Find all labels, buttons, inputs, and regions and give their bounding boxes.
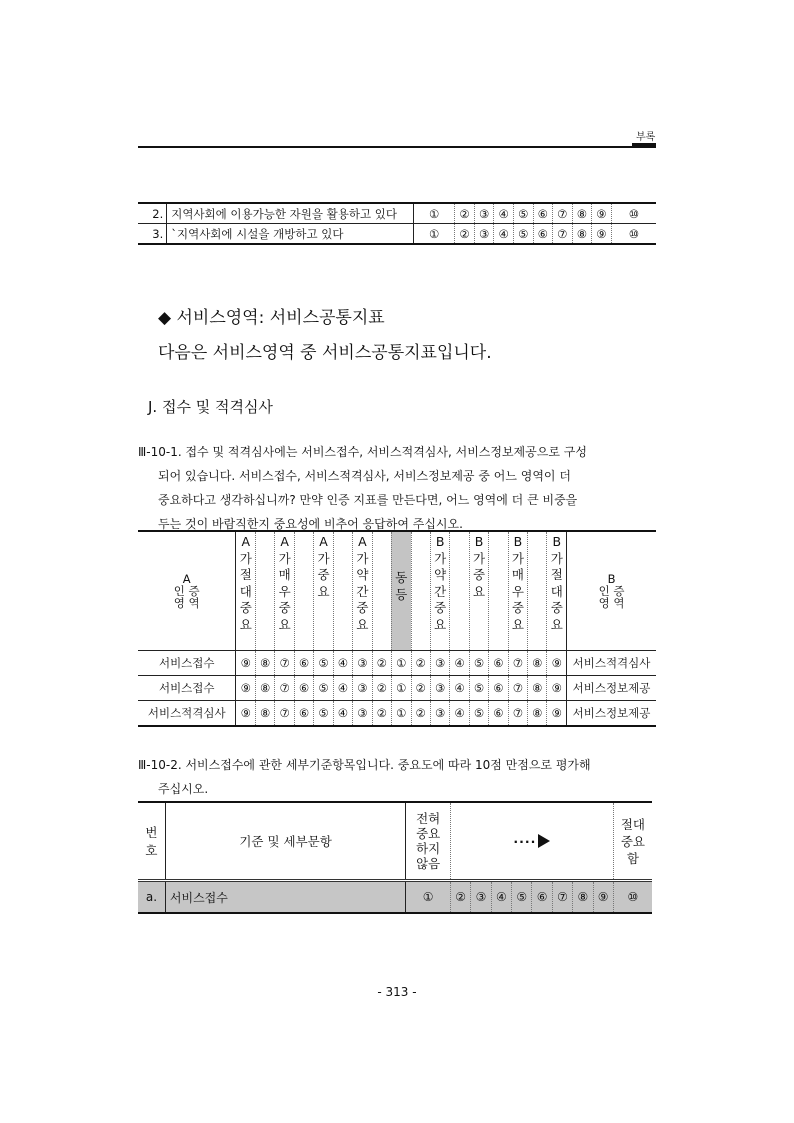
- scale-header-cell: [430, 531, 450, 651]
- scale-option[interactable]: ①: [413, 203, 454, 224]
- scale-option[interactable]: ⑨: [592, 224, 612, 245]
- scale-header-char: 가: [550, 550, 563, 566]
- scale-option[interactable]: ⑥: [294, 651, 313, 676]
- scale-option[interactable]: ⑨: [236, 701, 256, 727]
- scale-header-char: 중: [278, 600, 291, 615]
- scale-option[interactable]: ④: [450, 676, 469, 701]
- low-importance-text: 중요: [416, 826, 441, 841]
- scale-header-char: 우: [511, 583, 524, 599]
- scale-option[interactable]: ⑤: [469, 701, 489, 727]
- scale-option[interactable]: ②: [372, 676, 391, 701]
- scale-option[interactable]: ③: [353, 651, 373, 676]
- area-a-label: 서비스접수: [138, 651, 236, 676]
- area-a-label: 서비스적격심사: [138, 701, 236, 727]
- question-1: [138, 440, 656, 536]
- low-importance-text: 전혀: [416, 811, 441, 826]
- scale-header-char: B: [474, 534, 484, 549]
- scale-header-char: 요: [239, 616, 252, 632]
- scale-header-char: 가: [317, 550, 330, 566]
- scale-option[interactable]: ⑧: [528, 651, 547, 676]
- scale-header-char: 매: [511, 567, 524, 582]
- rating-row: [138, 881, 652, 914]
- scale-header-cell: [450, 531, 469, 651]
- scale-option[interactable]: ⑦: [275, 676, 295, 701]
- scale-header-char: 절: [550, 567, 563, 582]
- scale-header-cell: [314, 531, 334, 651]
- area-a-header-text: 영 역: [173, 596, 200, 610]
- subsection-title: J. 접수 및 적격심사: [148, 398, 273, 416]
- high-importance-header: [613, 802, 652, 881]
- scale-header-cell: [333, 531, 352, 651]
- scale-option[interactable]: ⑩: [628, 206, 639, 221]
- scale-header-char: 가: [434, 550, 447, 566]
- scale-header-char: 가: [278, 550, 291, 566]
- scale-option[interactable]: ③: [430, 701, 450, 727]
- question-1-line: Ⅲ-10-1. 접수 및 적격심사에는 서비스접수, 서비스적격심사, 서비스정보제공으로 구성: [138, 445, 587, 459]
- scale-option[interactable]: ③: [474, 224, 494, 245]
- scale-option[interactable]: ⑤: [314, 701, 334, 727]
- scale-option[interactable]: ②: [411, 676, 430, 701]
- question-2-line: Ⅲ-10-2. 서비스접수에 관한 세부기준항목입니다. 중요도에 따라 10점 만점으로 평가해: [138, 758, 591, 772]
- area-b-label: 서비스적격심사: [567, 651, 656, 676]
- scale-option[interactable]: ②: [372, 651, 391, 676]
- scale-option[interactable]: ③: [353, 701, 373, 727]
- area-b-header-text: 영 역: [598, 596, 625, 610]
- scale-header-char: A: [280, 534, 289, 549]
- scale-option[interactable]: ④: [494, 224, 514, 245]
- scale-option[interactable]: ⑥: [533, 224, 553, 245]
- scale-header-cell: [547, 531, 567, 651]
- pairwise-header-row: [138, 531, 656, 651]
- scale-header-char: 중: [511, 600, 524, 615]
- area-a-header-text: 인 증: [173, 584, 200, 598]
- scale-header-char: 매: [278, 567, 291, 582]
- low-importance-text: 않음: [416, 856, 441, 871]
- scale-option[interactable]: ④: [333, 651, 352, 676]
- scale-header-char: A: [358, 534, 367, 549]
- scale-option[interactable]: ③: [471, 881, 491, 914]
- scale-header-cell: [469, 531, 489, 651]
- scale-option[interactable]: ①: [391, 676, 411, 701]
- scale-header-char: 대: [550, 583, 563, 599]
- scale-option[interactable]: ⑨: [547, 701, 567, 727]
- area-b-header: [567, 531, 656, 651]
- pairwise-row: [138, 676, 656, 701]
- scale-header-cell: [372, 531, 391, 651]
- area-b-label: 서비스정보제공: [567, 676, 656, 701]
- scale-option[interactable]: ②: [455, 224, 475, 245]
- high-importance-text: 함: [626, 850, 639, 866]
- scale-option[interactable]: ⑨: [592, 203, 612, 224]
- scale-header-char: 요: [511, 616, 524, 632]
- question-1-line: 중요하다고 생각하십니까? 만약 인증 지표를 만든다면, 어느 영역에 더 큰 비중을: [158, 493, 578, 507]
- high-importance-text: 중요: [620, 833, 645, 849]
- scale-option[interactable]: ⑦: [508, 676, 528, 701]
- scale-header-char: 가: [239, 550, 252, 566]
- scale-option[interactable]: ⑧: [573, 881, 593, 914]
- scale-header-cell: [275, 531, 295, 651]
- scale-option[interactable]: ⑩: [613, 881, 652, 914]
- scale-option[interactable]: ⑤: [314, 676, 334, 701]
- scale-option[interactable]: ①: [413, 224, 454, 245]
- scale-header-char: 요: [434, 616, 447, 632]
- pairwise-table: [138, 530, 656, 727]
- scale-option[interactable]: ②: [411, 701, 430, 727]
- question-2-line: 주십시오.: [158, 782, 209, 796]
- pairwise-row: [138, 701, 656, 727]
- items-table: [138, 202, 656, 245]
- section-intro: 다음은 서비스영역 중 서비스공통지표입니다.: [158, 343, 492, 363]
- scale-option[interactable]: ④: [450, 651, 469, 676]
- area-a-label: 서비스접수: [138, 676, 236, 701]
- scale-option[interactable]: ⑧: [528, 701, 547, 727]
- item-number: 2.: [138, 203, 167, 224]
- arrow-right-icon: ····: [513, 834, 550, 849]
- scale-header-char: 요: [317, 583, 330, 599]
- scale-option[interactable]: ⑧: [256, 676, 275, 701]
- area-b-header-text: B: [607, 572, 616, 586]
- scale-header-char: A: [241, 534, 251, 549]
- scale-option[interactable]: ③: [353, 676, 373, 701]
- scale-header-char: 요: [278, 616, 291, 632]
- number-header-char: 호: [145, 843, 158, 858]
- scale-option[interactable]: ⑦: [275, 701, 295, 727]
- scale-option[interactable]: ④: [333, 701, 352, 727]
- scale-header-cell: [256, 531, 275, 651]
- scale-option[interactable]: ⑧: [572, 224, 592, 245]
- scale-header-char: B: [435, 534, 445, 549]
- row-number: a.: [138, 881, 165, 914]
- scale-option[interactable]: ⑤: [513, 224, 533, 245]
- scale-option[interactable]: ④: [333, 676, 352, 701]
- scale-option[interactable]: ⑤: [513, 203, 533, 224]
- scale-option[interactable]: ⑧: [256, 701, 275, 727]
- scale-option[interactable]: ⑨: [236, 676, 256, 701]
- scale-header-char: 가: [511, 550, 524, 566]
- scale-header-char: 요: [356, 616, 369, 632]
- scale-option[interactable]: ①: [391, 701, 411, 727]
- scale-option[interactable]: ⑦: [553, 203, 573, 224]
- scale-option[interactable]: ⑨: [593, 881, 613, 914]
- scale-header-char: 절: [239, 567, 252, 582]
- item-number: 3.: [138, 224, 167, 245]
- item-text: 지역사회에 이용가능한 자원을 활용하고 있다: [167, 203, 414, 224]
- scale-header-char: B: [513, 534, 523, 549]
- scale-header-char: A: [319, 534, 328, 549]
- scale-header-char: 중: [356, 600, 369, 615]
- question-1-line: 되어 있습니다. 서비스접수, 서비스적격심사, 서비스정보제공 중 어느 영역이 더: [158, 469, 571, 483]
- area-b-label: 서비스정보제공: [567, 701, 656, 727]
- pairwise-row: [138, 651, 656, 676]
- area-b-header-text: 인 증: [598, 584, 625, 598]
- number-header: [138, 802, 165, 881]
- scale-option[interactable]: ②: [450, 881, 470, 914]
- scale-option[interactable]: ②: [372, 701, 391, 727]
- section-title: ◆ 서비스영역: 서비스공통지표: [158, 308, 385, 328]
- scale-option[interactable]: ⑨: [547, 651, 567, 676]
- scale-header-char: 중: [472, 567, 486, 582]
- scale-option[interactable]: ③: [474, 203, 494, 224]
- scale-header-cell: [528, 531, 547, 651]
- scale-header-char: 간: [356, 583, 369, 599]
- appendix-label: 부록: [636, 132, 656, 143]
- item-text: `지역사회에 시설을 개방하고 있다: [167, 224, 414, 245]
- header-tab-mark: [632, 143, 656, 147]
- scale-option[interactable]: ②: [411, 651, 430, 676]
- scale-option[interactable]: ⑤: [314, 651, 334, 676]
- scale-header-char: 약: [356, 567, 369, 582]
- scale-option[interactable]: ⑧: [528, 676, 547, 701]
- scale-header-char: 중: [434, 600, 447, 615]
- scale-option[interactable]: ⑧: [256, 651, 275, 676]
- number-header-char: 번: [145, 825, 158, 840]
- scale-option[interactable]: ⑥: [294, 676, 313, 701]
- area-a-header: [138, 531, 236, 651]
- scale-option[interactable]: ⑦: [552, 881, 572, 914]
- scale-header-char: 간: [434, 583, 447, 599]
- scale-option[interactable]: ④: [450, 701, 469, 727]
- scale-option[interactable]: ⑦: [508, 701, 528, 727]
- scale-header-char: 가: [472, 550, 486, 566]
- rating-header-row: [138, 802, 652, 881]
- scale-header-cell: [489, 531, 508, 651]
- scale-header-char: B: [552, 534, 562, 549]
- scale-header-cell: [411, 531, 430, 651]
- scale-option[interactable]: ⑦: [553, 224, 573, 245]
- scale-option[interactable]: ⑥: [294, 701, 313, 727]
- item-row: [138, 224, 656, 245]
- scale-option[interactable]: ⑧: [572, 203, 592, 224]
- scale-option[interactable]: ⑤: [512, 881, 532, 914]
- scale-option[interactable]: ⑥: [489, 651, 508, 676]
- scale-option[interactable]: ⑩: [628, 226, 639, 241]
- scale-option[interactable]: ⑥: [533, 203, 553, 224]
- item-row: [138, 203, 656, 224]
- criteria-header: 기준 및 세부문항: [165, 802, 405, 881]
- scale-header-char: 등: [395, 586, 408, 602]
- high-importance-text: 절대: [620, 816, 645, 832]
- area-a-header-text: A: [182, 572, 191, 586]
- row-criteria: 서비스접수: [165, 881, 405, 914]
- scale-direction: [450, 802, 613, 881]
- scale-option[interactable]: ⑤: [469, 651, 489, 676]
- scale-option[interactable]: ③: [430, 651, 450, 676]
- scale-header-char: 중: [239, 600, 252, 615]
- scale-option[interactable]: ④: [494, 203, 514, 224]
- scale-header-char: 중: [550, 600, 563, 615]
- scale-header-cell: [353, 531, 373, 651]
- scale-option[interactable]: ⑥: [532, 881, 552, 914]
- scale-option[interactable]: ②: [455, 203, 475, 224]
- scale-header-char: 중: [317, 567, 330, 582]
- scale-option[interactable]: ⑦: [275, 651, 295, 676]
- header-rule: [138, 146, 656, 148]
- scale-header-char: 약: [434, 567, 447, 582]
- scale-header-char: 요: [472, 583, 486, 599]
- scale-option[interactable]: ⑤: [469, 676, 489, 701]
- scale-header-char: 요: [550, 616, 563, 632]
- low-importance-header: [406, 802, 451, 881]
- scale-option[interactable]: ⑨: [547, 676, 567, 701]
- scale-option[interactable]: ⑦: [508, 651, 528, 676]
- page-number: - 313 -: [377, 985, 417, 999]
- scale-option[interactable]: ①: [391, 651, 411, 676]
- scale-header-char: 동: [395, 570, 408, 585]
- question-1-line: 두는 것이 바람직한지 중요성에 비추어 응답하여 주십시오.: [158, 517, 463, 531]
- question-2: [138, 753, 656, 801]
- scale-option[interactable]: ③: [430, 676, 450, 701]
- low-importance-text: 하지: [416, 841, 441, 856]
- scale-option[interactable]: ④: [491, 881, 511, 914]
- scale-header-char: 대: [239, 583, 252, 599]
- scale-header-cell: [236, 531, 256, 651]
- scale-header-char: 우: [278, 583, 291, 599]
- scale-option[interactable]: ⑨: [236, 651, 256, 676]
- scale-header-cell: [391, 531, 411, 651]
- scale-header-cell: [508, 531, 528, 651]
- scale-option[interactable]: ⑥: [489, 701, 508, 727]
- scale-option[interactable]: ⑥: [489, 676, 508, 701]
- rating-table: [138, 801, 652, 914]
- scale-header-char: 가: [356, 550, 369, 566]
- scale-header-cell: [294, 531, 313, 651]
- scale-option[interactable]: ①: [406, 881, 451, 914]
